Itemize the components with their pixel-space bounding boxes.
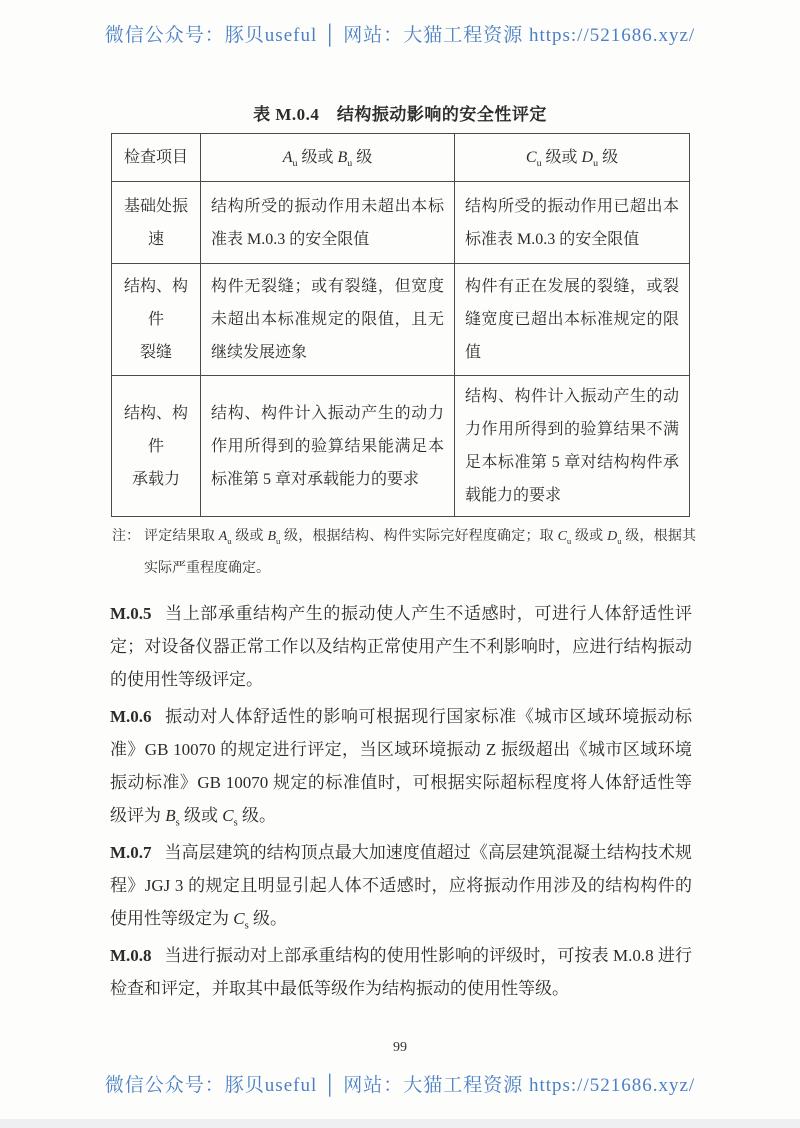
table-row <box>112 376 690 517</box>
scan-edge-strip <box>0 1119 800 1128</box>
cell-check-item: 基础处振 速 <box>112 182 201 264</box>
clause-text: 当进行振动对上部承重结构的使用性影响的评级时，可按表 M.0.8 进行检查和评定，并取其中最低等级作为结构振动的使用性等级。 <box>110 946 692 998</box>
clause-m05 <box>110 597 692 696</box>
footer-banner: 微信公众号：豚贝useful │ 网站：大猫工程资源 https://521686.xyz/ <box>104 1075 696 1096</box>
clause-m06 <box>110 700 692 832</box>
cell-ab-grade: 结构、构件计入振动产生的动力作用所得到的验算结果能满足本标准第 5 章对承载能力的要求 <box>201 376 455 517</box>
clause-number: M.0.5 <box>110 604 152 623</box>
table-header-row <box>112 134 690 182</box>
clause-number: M.0.8 <box>110 946 152 965</box>
cell-cd-grade: 构件有正在发展的裂缝，或裂缝宽度已超出本标准规定的限值 <box>455 264 690 376</box>
header-cell-cd-grade: $C_u$ 级或 $D_u$ 级 <box>455 134 690 182</box>
note-text: 评定结果取 $A_u$ 级或 $B_u$ 级，根据结构、构件实际完好程度确定；取 $C_u$ 级或 $D_u$ 级，根据其实际严重程度确定。 <box>144 529 697 576</box>
header-cell-ab-grade: $A_u$ 级或 $B_u$ 级 <box>201 134 455 182</box>
cell-ab-grade: 结构所受的振动作用未超出本标准表 M.0.3 的安全限值 <box>201 182 455 264</box>
table-row <box>112 264 690 376</box>
table-row <box>112 182 690 264</box>
cell-cd-grade: 结构所受的振动作用已超出本标准表 M.0.3 的安全限值 <box>455 182 690 264</box>
clause-number: M.0.7 <box>110 843 152 862</box>
cell-ab-grade: 构件无裂缝；或有裂缝，但宽度未超出本标准规定的限值，且无继续发展迹象 <box>201 264 455 376</box>
page-number: 99 <box>393 1040 407 1055</box>
table-note <box>112 521 696 585</box>
table-title: 表 M.0.4 结构振动影响的安全性评定 <box>253 105 547 124</box>
safety-assessment-table <box>111 133 689 517</box>
clause-text: 当上部承重结构产生的振动使人产生不适感时，可进行人体舒适性评定；对设备仪器正常工作以及结构正常使用产生不利影响时，应进行结构振动的使用性等级评定。 <box>110 604 692 689</box>
cell-check-item: 结构、构件 裂缝 <box>112 264 201 376</box>
clause-m08 <box>110 939 692 1005</box>
cell-cd-grade: 结构、构件计入振动产生的动力作用所得到的验算结果不满足本标准第 5 章对结构构件承载能力的要求 <box>455 376 690 517</box>
clause-number: M.0.6 <box>110 707 152 726</box>
note-label: 注： <box>112 529 140 544</box>
clause-text: 当高层建筑的结构顶点最大加速度值超过《高层建筑混凝土结构技术规程》JGJ 3 的规定且明显引起人体不适感时，应将振动作用涉及的结构构件的使用性等级定为 $C_s$ 级。 <box>110 843 692 932</box>
header-cell-item: 检查项目 <box>112 134 201 182</box>
clause-m07 <box>110 836 692 935</box>
cell-check-item: 结构、构件 承载力 <box>112 376 201 517</box>
clause-text: 振动对人体舒适性的影响可根据现行国家标准《城市区域环境振动标准》GB 10070 的规定进行评定，当区域环境振动 Z 振级超出《城市区域环境振动标准》GB 10070 规定的标准值时，可根据实际超标程度将人体舒适性等级评为 $B_s$ 级或 $C_s$ 级。 <box>110 707 692 829</box>
clauses-section <box>110 597 692 1009</box>
header-banner: 微信公众号：豚贝useful │ 网站：大猫工程资源 https://521686.xyz/ <box>104 25 696 46</box>
